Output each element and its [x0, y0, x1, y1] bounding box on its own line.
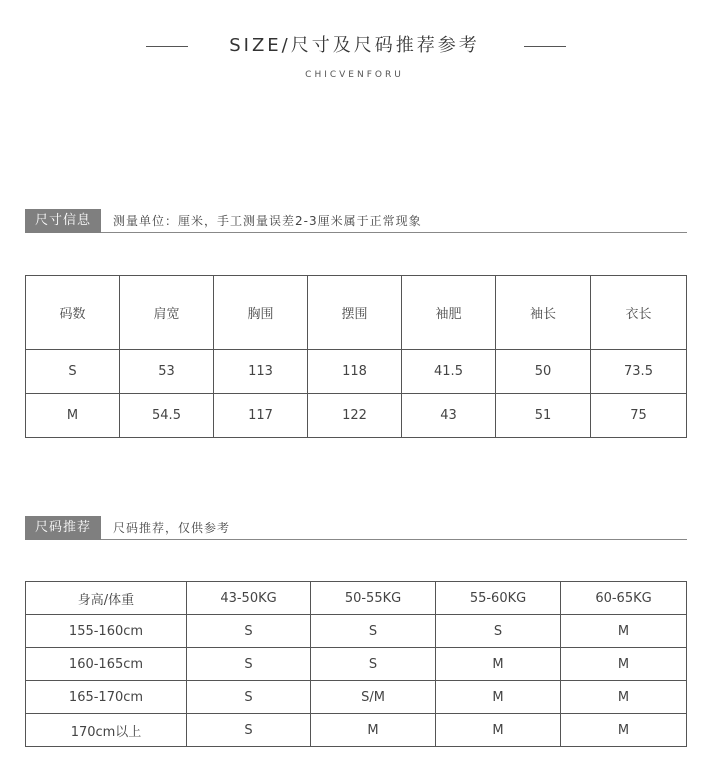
section-rule	[101, 232, 687, 233]
title-right-rule	[524, 46, 566, 47]
table-cell: 117	[214, 394, 308, 438]
table-cell: 165-170cm	[26, 681, 187, 714]
table-header-row	[26, 582, 687, 615]
table-cell: 170cm以上	[26, 714, 187, 747]
size-recommend-section-header	[25, 516, 687, 540]
brand-subtitle: CHICVENFORU	[305, 70, 404, 80]
size-info-table	[25, 275, 687, 438]
column-header: 衣长	[591, 276, 687, 350]
section-rule	[101, 539, 687, 540]
page-header	[0, 34, 709, 94]
table-cell: S	[187, 681, 311, 714]
size-recommend-note: 尺码推荐，仅供参考	[113, 521, 231, 535]
table-cell: 53	[120, 350, 214, 394]
table-cell: 54.5	[120, 394, 214, 438]
table-row	[26, 714, 687, 747]
table-cell: 73.5	[591, 350, 687, 394]
table-cell: S	[187, 714, 311, 747]
table-cell: 50	[496, 350, 591, 394]
table-cell: 118	[308, 350, 402, 394]
table-cell: M	[436, 648, 561, 681]
size-info-section-header	[25, 209, 687, 233]
table-cell: 113	[214, 350, 308, 394]
column-header: 胸围	[214, 276, 308, 350]
table-cell: 155-160cm	[26, 615, 187, 648]
table-cell: 41.5	[402, 350, 496, 394]
table-cell: M	[436, 681, 561, 714]
table-cell: 75	[591, 394, 687, 438]
table-cell: S/M	[311, 681, 436, 714]
size-recommend-table	[25, 581, 687, 747]
table-cell: M	[561, 714, 687, 747]
table-row	[26, 615, 687, 648]
size-info-badge: 尺寸信息	[25, 209, 101, 233]
title-row	[0, 34, 709, 58]
column-header: 60-65KG	[561, 582, 687, 615]
column-header: 43-50KG	[187, 582, 311, 615]
column-header: 肩宽	[120, 276, 214, 350]
table-cell: 51	[496, 394, 591, 438]
table-cell: S	[187, 615, 311, 648]
table-cell: S	[311, 615, 436, 648]
column-header: 摆围	[308, 276, 402, 350]
column-header: 50-55KG	[311, 582, 436, 615]
table-cell: M	[436, 714, 561, 747]
table-row	[26, 681, 687, 714]
table-cell: M	[311, 714, 436, 747]
page-title: SIZE/尺寸及尺码推荐参考	[229, 35, 480, 56]
column-header: 码数	[26, 276, 120, 350]
size-info-note: 测量单位：厘米，手工测量误差2-3厘米属于正常现象	[113, 214, 422, 228]
column-header: 55-60KG	[436, 582, 561, 615]
table-row	[26, 394, 687, 438]
table-cell: S	[311, 648, 436, 681]
table-cell: S	[436, 615, 561, 648]
table-cell: M	[26, 394, 120, 438]
table-cell: S	[187, 648, 311, 681]
table-row	[26, 350, 687, 394]
table-row	[26, 648, 687, 681]
table-cell: M	[561, 681, 687, 714]
table-cell: 43	[402, 394, 496, 438]
column-header: 袖肥	[402, 276, 496, 350]
size-recommend-badge: 尺码推荐	[25, 516, 101, 540]
table-cell: M	[561, 615, 687, 648]
table-cell: M	[561, 648, 687, 681]
table-cell: 160-165cm	[26, 648, 187, 681]
table-header-row	[26, 276, 687, 350]
column-header: 袖长	[496, 276, 591, 350]
table-cell: 122	[308, 394, 402, 438]
table-cell: S	[26, 350, 120, 394]
column-header: 身高/体重	[26, 582, 187, 615]
